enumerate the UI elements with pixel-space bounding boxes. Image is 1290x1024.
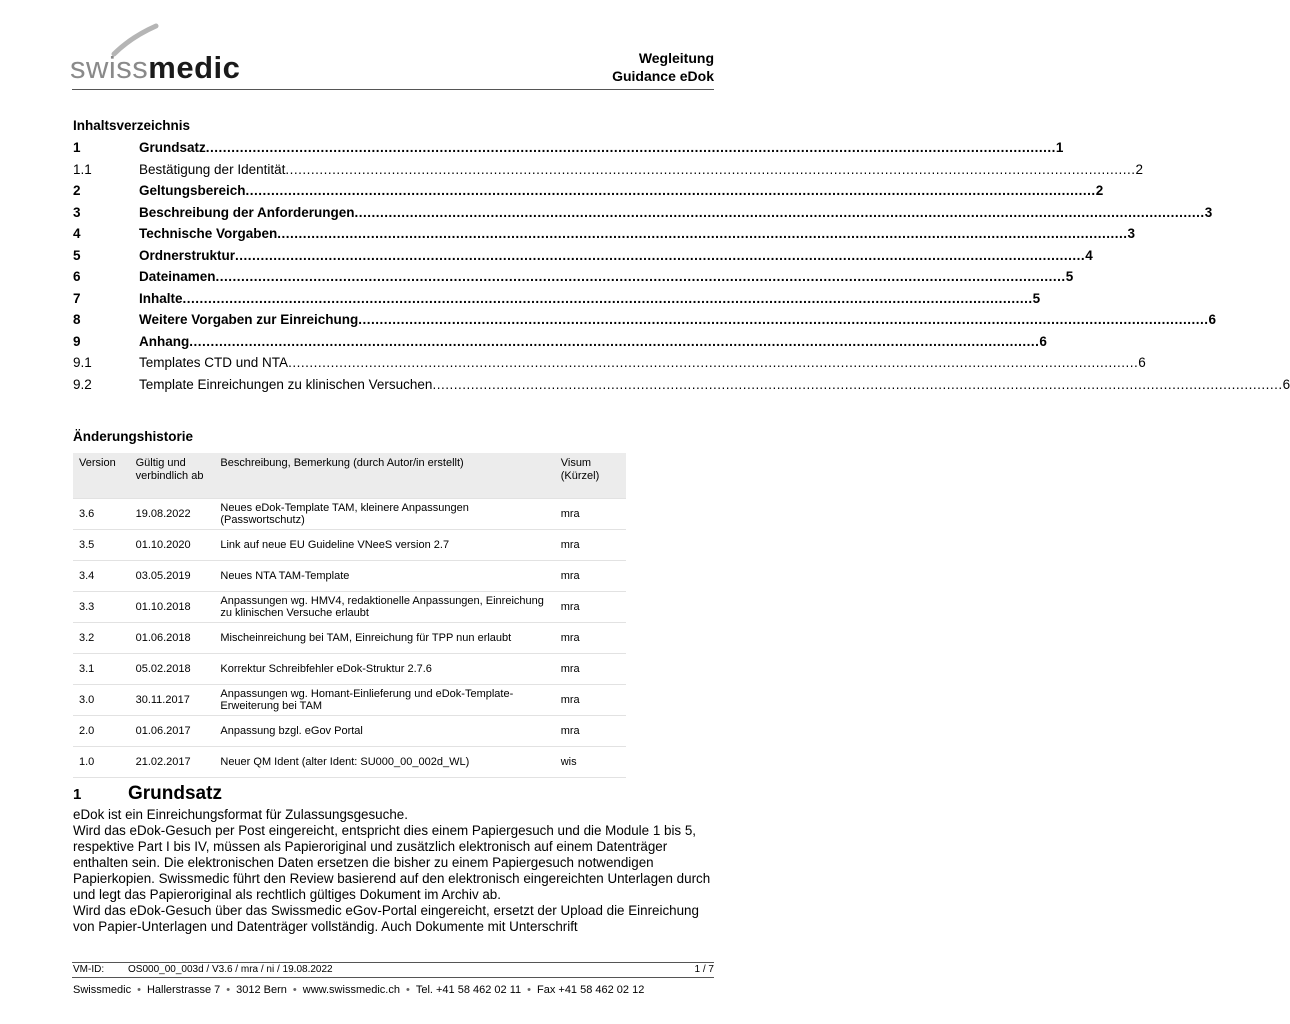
cell-visum: mra xyxy=(555,499,626,530)
toc-leader-dots: ........................................................................................................................................................................................................ xyxy=(245,183,1096,198)
footer-address xyxy=(73,984,644,996)
address-part: Hallerstrasse 7 xyxy=(146,984,221,996)
toc-entry-number: 1.1 xyxy=(73,161,92,177)
logo-text-medic: medic xyxy=(148,50,241,85)
toc-entry-title: Weitere Vorgaben zur Einreichung xyxy=(139,312,359,327)
change-history-table xyxy=(73,453,626,778)
cell-description: Anpassungen wg. HMV4, redaktionelle Anpassungen, Einreichung zu klinischen Versuche erlaubt xyxy=(214,592,554,623)
cell-version: 3.3 xyxy=(73,592,130,623)
history-table-body xyxy=(73,499,626,778)
toc-entry-title: Templates CTD und NTA xyxy=(139,355,289,370)
toc-entry[interactable] xyxy=(73,269,1074,291)
bullet-separator-icon: • xyxy=(405,984,410,996)
table-row xyxy=(73,530,626,561)
section-heading xyxy=(73,783,222,805)
toc-leader-dots: ........................................................................................................................................................................................................ xyxy=(235,247,1086,263)
cell-visum: wis xyxy=(555,747,626,778)
toc-entry-page: 3 xyxy=(1127,226,1135,241)
toc-entry[interactable] xyxy=(73,183,1104,205)
toc-entry-page: 2 xyxy=(1095,183,1104,198)
cell-date: 21.02.2017 xyxy=(130,747,215,778)
cell-visum: mra xyxy=(555,685,626,716)
section-title: Grundsatz xyxy=(128,783,222,804)
toc-entry-page: 6 xyxy=(1208,312,1216,327)
cell-description: Neues NTA TAM-Template xyxy=(214,561,554,592)
bullet-separator-icon: • xyxy=(137,984,141,996)
cell-visum: mra xyxy=(555,716,626,747)
toc-entry-title: Template Einreichungen zu klinischen Versuchen xyxy=(139,376,433,392)
col-header-version: Version xyxy=(73,453,130,499)
cell-version: 3.5 xyxy=(73,530,130,561)
cell-version: 3.2 xyxy=(73,623,130,654)
toc-entry-page: 5 xyxy=(1065,269,1074,284)
cell-version: 1.0 xyxy=(73,747,130,778)
toc-entry[interactable] xyxy=(73,204,1213,227)
toc-entry-number: 5 xyxy=(73,247,81,263)
cell-version: 3.6 xyxy=(73,499,130,530)
toc-entry-number: 9 xyxy=(73,333,81,349)
col-header-date: Gültig und verbindlich ab xyxy=(130,453,215,499)
toc-leader-dots: ........................................................................................................................................................................................................ xyxy=(205,140,1056,155)
title-line-2: Guidance eDok xyxy=(612,68,714,84)
cell-version: 3.0 xyxy=(73,685,130,716)
cell-date: 01.10.2020 xyxy=(130,530,215,561)
cell-date: 03.05.2019 xyxy=(130,561,215,592)
toc-entry-number: 7 xyxy=(73,290,81,306)
section-body xyxy=(73,807,713,935)
address-part: Fax +41 58 462 02 12 xyxy=(537,984,645,996)
toc-entry-number: 2 xyxy=(73,183,81,198)
cell-date: 05.02.2018 xyxy=(130,654,215,685)
cell-description: Anpassungen wg. Homant-Einlieferung und eDok-Template-Erweiterung bei TAM xyxy=(214,685,554,716)
cell-visum: mra xyxy=(555,623,626,654)
bullet-separator-icon: • xyxy=(292,984,297,996)
bullet-separator-icon: • xyxy=(527,984,531,996)
cell-date: 19.08.2022 xyxy=(130,499,215,530)
cell-date: 30.11.2017 xyxy=(130,685,215,716)
toc-leader-dots: ........................................................................................................................................................................................................ xyxy=(358,312,1209,327)
cell-description: Link auf neue EU Guideline VNeeS version 2.7 xyxy=(214,530,554,561)
col-header-visum: Visum (Kürzel) xyxy=(555,453,626,499)
toc-entry[interactable] xyxy=(73,376,1290,399)
history-heading: Änderungshistorie xyxy=(73,429,194,444)
table-header-row xyxy=(73,453,626,499)
title-line-1: Wegleitung xyxy=(638,50,714,66)
cell-description: Mischeinreichung bei TAM, Einreichung für TPP nun erlaubt xyxy=(214,623,554,654)
footer-divider-bottom xyxy=(72,977,714,978)
cell-description: Neuer QM Ident (alter Ident: SU000_00_002d_WL) xyxy=(214,747,554,778)
toc-entry-title: Anhang xyxy=(139,333,190,349)
toc-entry-number: 3 xyxy=(73,204,81,220)
table-row xyxy=(73,561,626,592)
cell-description: Korrektur Schreibfehler eDok-Struktur 2.7.6 xyxy=(214,654,554,685)
cell-description: Anpassung bzgl. eGov Portal xyxy=(214,716,554,747)
table-row xyxy=(73,592,626,623)
table-row xyxy=(73,499,626,530)
toc-entry-title: Inhalte xyxy=(139,290,183,306)
cell-visum: mra xyxy=(555,561,626,592)
toc-leader-dots: ........................................................................................................................................................................................................ xyxy=(189,333,1040,349)
toc-entry-number: 6 xyxy=(73,269,81,284)
table-row xyxy=(73,716,626,747)
toc-leader-dots: ........................................................................................................................................................................................................ xyxy=(432,376,1283,392)
address-part: Tel. +41 58 462 02 11 xyxy=(415,984,522,996)
cell-visum: mra xyxy=(555,654,626,685)
cell-visum: mra xyxy=(555,530,626,561)
address-part: Swissmedic xyxy=(73,984,132,996)
page-header xyxy=(0,0,770,92)
toc-heading: Inhaltsverzeichnis xyxy=(73,118,191,133)
cell-version: 3.1 xyxy=(73,654,130,685)
toc-leader-dots: ........................................................................................................................................................................................................ xyxy=(182,290,1033,306)
toc-entry-title: Bestätigung der Identität xyxy=(139,161,286,177)
toc-leader-dots: ........................................................................................................................................................................................................ xyxy=(288,355,1139,370)
bullet-separator-icon: • xyxy=(226,984,231,996)
cell-version: 3.4 xyxy=(73,561,130,592)
toc-entry[interactable] xyxy=(73,355,1146,377)
col-header-description: Beschreibung, Bemerkung (durch Autor/in erstellt) xyxy=(214,453,554,499)
cell-date: 01.06.2017 xyxy=(130,716,215,747)
toc-entry-number: 9.1 xyxy=(73,355,92,370)
table-row xyxy=(73,685,626,716)
toc-entry-page: 6 xyxy=(1282,376,1290,392)
toc-entry[interactable] xyxy=(73,226,1135,248)
paragraph: Wird das eDok-Gesuch über das Swissmedic eGov-Portal eingereicht, ersetzt der Upload die Einreichung von Papier-Unterlagen und Datenträger vollständig. Auch Dokumente mit Unterschrift xyxy=(73,903,699,934)
toc-entry-title: Geltungsbereich xyxy=(139,183,246,198)
toc-entry-title: Dateinamen xyxy=(139,269,216,284)
table-row xyxy=(73,623,626,654)
toc-entry-page: 3 xyxy=(1204,204,1213,220)
table-row xyxy=(73,747,626,778)
toc-entry[interactable] xyxy=(73,140,1064,162)
toc-entry-title: Technische Vorgaben xyxy=(139,226,278,241)
toc-leader-dots: ........................................................................................................................................................................................................ xyxy=(215,269,1066,284)
cell-visum: mra xyxy=(555,592,626,623)
toc-entry-page: 5 xyxy=(1032,290,1041,306)
toc-entry[interactable] xyxy=(73,312,1216,334)
vm-id-label: VM-ID: xyxy=(73,964,105,975)
table-of-contents xyxy=(73,140,1290,398)
toc-leader-dots: ........................................................................................................................................................................................................ xyxy=(277,226,1128,241)
address-part: 3012 Bern xyxy=(236,984,287,996)
toc-leader-dots: ........................................................................................................................................................................................................ xyxy=(354,204,1205,220)
page-number: 1 / 7 xyxy=(694,964,714,975)
footer-divider-top xyxy=(72,962,714,963)
toc-entry-page: 4 xyxy=(1085,247,1093,263)
cell-description: Neues eDok-Template TAM, kleinere Anpassungen (Passwortschutz) xyxy=(214,499,554,530)
header-divider xyxy=(72,89,714,90)
paragraph: Wird das eDok-Gesuch per Post eingereicht, entspricht dies einem Papiergesuch und die Module 1 bis 5, respektive Part I bis IV, müssen als Papieroriginal und zusätzlich elektronisch auf einem Datenträger enthalten sein. Die elektronischen Daten ersetzen die bisher zu einem Papiergesuch notwendigen Papierkopien. Swissmedic führt den Review basierend auf den elektronisch eingereichten Unterlagen durch und legt das Papieroriginal als rechtlich gültiges Dokument im Archiv ab. xyxy=(73,823,711,902)
toc-entry[interactable] xyxy=(73,333,1047,356)
cell-date: 01.10.2018 xyxy=(130,592,215,623)
cell-version: 2.0 xyxy=(73,716,130,747)
toc-entry[interactable] xyxy=(73,290,1041,313)
cell-date: 01.06.2018 xyxy=(130,623,215,654)
document-title xyxy=(612,49,714,85)
toc-entry[interactable] xyxy=(73,161,1144,184)
toc-entry-title: Grundsatz xyxy=(139,140,206,155)
toc-entry-number: 1 xyxy=(73,140,81,155)
toc-entry-page: 2 xyxy=(1135,161,1144,177)
toc-entry-title: Beschreibung der Anforderungen xyxy=(139,204,355,220)
logo-text-swiss: swiss xyxy=(70,50,149,85)
table-row xyxy=(73,654,626,685)
toc-entry[interactable] xyxy=(73,247,1093,270)
vm-id-value: OS000_00_003d / V3.6 / mra / ni / 19.08.2022 xyxy=(128,964,333,975)
toc-entry-number: 9.2 xyxy=(73,376,92,392)
toc-leader-dots: ........................................................................................................................................................................................................ xyxy=(285,161,1136,177)
toc-entry-page: 1 xyxy=(1055,140,1064,155)
paragraph: eDok ist ein Einreichungsformat für Zulassungsgesuche. xyxy=(73,807,408,822)
footer-vm-id xyxy=(73,964,333,975)
section-number: 1 xyxy=(73,786,82,803)
toc-entry-page: 6 xyxy=(1039,333,1047,349)
toc-entry-number: 4 xyxy=(73,226,81,241)
address-part[interactable]: www.swissmedic.ch xyxy=(302,984,400,996)
swissmedic-logo xyxy=(70,24,260,84)
toc-entry-page: 6 xyxy=(1138,355,1146,370)
toc-entry-number: 8 xyxy=(73,312,81,327)
toc-entry-title: Ordnerstruktur xyxy=(139,247,236,263)
